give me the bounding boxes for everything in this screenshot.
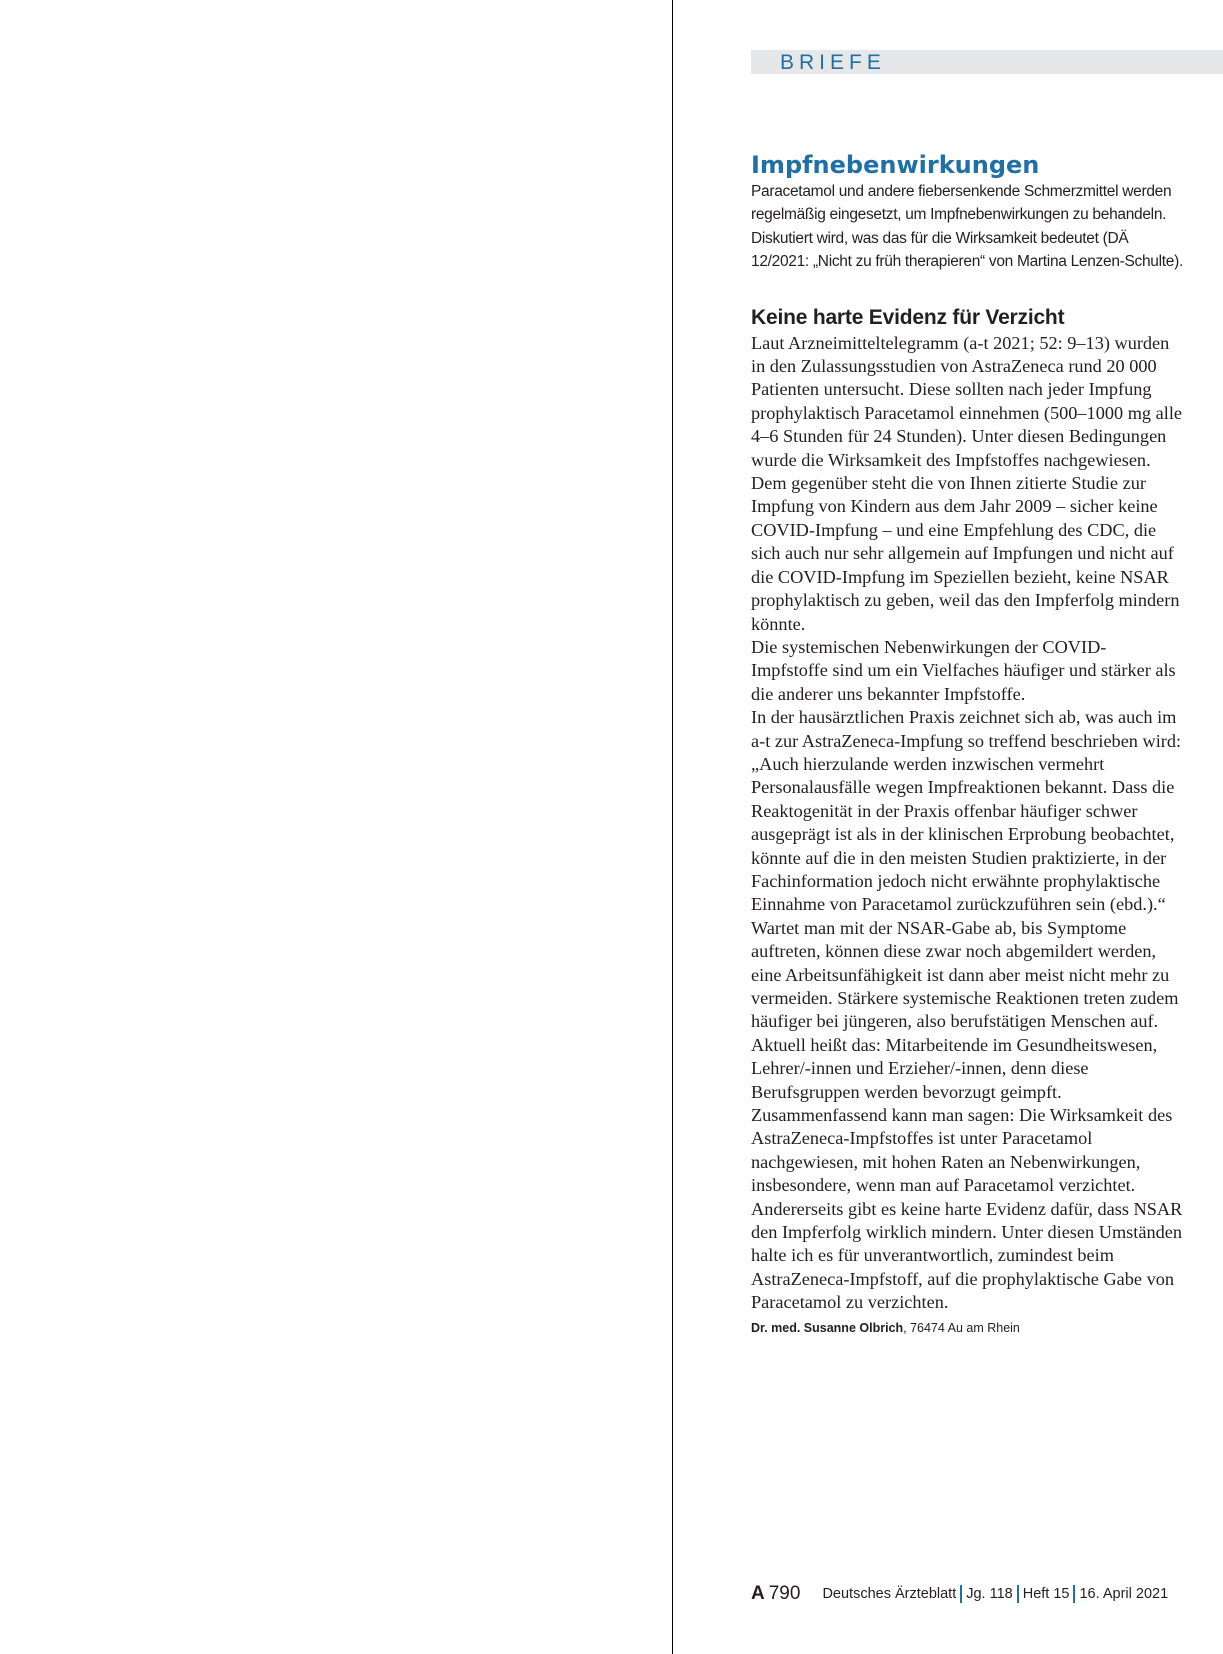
page-number: 790 — [768, 1583, 801, 1604]
topic-intro: Paracetamol und andere fiebersenkende Schmerzmittel werden regelmäßig eingesetzt, um Impfnebenwirkungen zu behandeln. Diskutiert wird, was das für die Wirksamkeit bedeutet (DÄ 12/2021: „Nicht zu früh therapieren“ von Martina Lenzen-Schulte). — [751, 183, 1183, 271]
letter-paragraph: Laut Arzneimitteltelegramm (a-t 2021; 52: 9–13) wurden in den Zulassungsstudien von AstraZeneca rund 20 000 Patienten untersucht. Diese sollten nach jeder Impfung prophylaktisch Paracetamol einnehmen (500–1000 mg alle 4–6 Stunden für 24 Stunden). Unter diesen Bedingungen wurde die Wirksamkeit des Impfstoffes nachgewiesen. Dem gegenüber steht die von Ihnen zitierte Studie zur Impfung von Kindern aus dem Jahr 2009 – sicher keine COVID-Impfung – und eine Empfehlung des CDC, die sich auch nur sehr allgemein auf Impfungen und nicht auf die COVID-Impfung im Speziellen bezieht, keine NSAR prophylaktisch zu geben, weil das den Impferfolg mindern könnte. — [751, 332, 1183, 634]
topic-title: Impfnebenwirkungen — [751, 151, 1040, 179]
footer-separator — [1073, 1585, 1075, 1603]
author-signature — [751, 1319, 1183, 1337]
footer-separator — [960, 1585, 962, 1603]
letter-paragraph: Die systemischen Nebenwirkungen der COVID-Impfstoffe sind um ein Vielfaches häufiger und stärker als die anderer uns bekannter Impfstoffe. — [751, 636, 1176, 704]
footer-separator — [1017, 1585, 1019, 1603]
letter-title: Keine harte Evidenz für Verzicht — [751, 305, 1065, 329]
letter-body — [751, 332, 1183, 1315]
journal-issue: Heft 15 — [1022, 1586, 1070, 1602]
journal-name: Deutsches Ärzteblatt — [822, 1586, 957, 1602]
footer-prefix: A — [751, 1583, 765, 1604]
issue-date: 16. April 2021 — [1079, 1586, 1169, 1602]
section-label: BRIEFE — [780, 51, 886, 74]
letter-paragraph: Wartet man mit der NSAR-Gabe ab, bis Symptome auftreten, können diese zwar noch abgemildert werden, eine Arbeitsunfähigkeit ist dann aber meist nicht mehr zu vermeiden. Stärkere systemische Reaktionen treten zudem häufiger bei jüngeren, also berufstätigen Menschen auf. Aktuell heißt das: Mitarbeitende im Gesundheitswesen, Lehrer/-innen und Erzieher/-innen, denn diese Berufsgruppen werden bevorzugt geimpft. — [751, 917, 1179, 1102]
letter-paragraph: Zusammenfassend kann man sagen: Die Wirksamkeit des AstraZeneca-Impfstoffes ist unter Paracetamol nachgewiesen, mit hohen Raten an Nebenwirkungen, insbesondere, wenn man auf Paracetamol verzichtet. Andererseits gibt es keine harte Evidenz dafür, dass NSAR den Impferfolg wirklich mindern. Unter diesen Umständen halte ich es für unverantwortlich, zumindest beim AstraZeneca-Impfstoff, auf die prophylaktische Gabe von Paracetamol zu verzichten. — [751, 1105, 1183, 1313]
letter-paragraph: In der hausärztlichen Praxis zeichnet sich ab, was auch im a-t zur AstraZeneca-Impfung so treffend beschrieben wird: „Auch hierzulande werden inzwischen vermehrt Personalausfälle wegen Impfreaktionen bekannt. Dass die Reaktogenität in der Praxis offenbar häufiger schwer ausgeprägt ist als in der klinischen Erprobung beobachtet, könnte auf die in den meisten Studien praktizierte, in der Fachinformation jedoch nicht erwähnte prophylaktische Einnahme von Paracetamol zurückzuführen sein (ebd.).“ — [751, 707, 1182, 915]
journal-volume: Jg. 118 — [966, 1586, 1013, 1602]
author-location: , 76474 Au am Rhein — [903, 1320, 1020, 1335]
article-column — [751, 150, 1183, 1337]
column-divider — [672, 0, 673, 1654]
author-name: Dr. med. Susanne Olbrich — [751, 1320, 904, 1335]
page-footer — [751, 1582, 1168, 1606]
